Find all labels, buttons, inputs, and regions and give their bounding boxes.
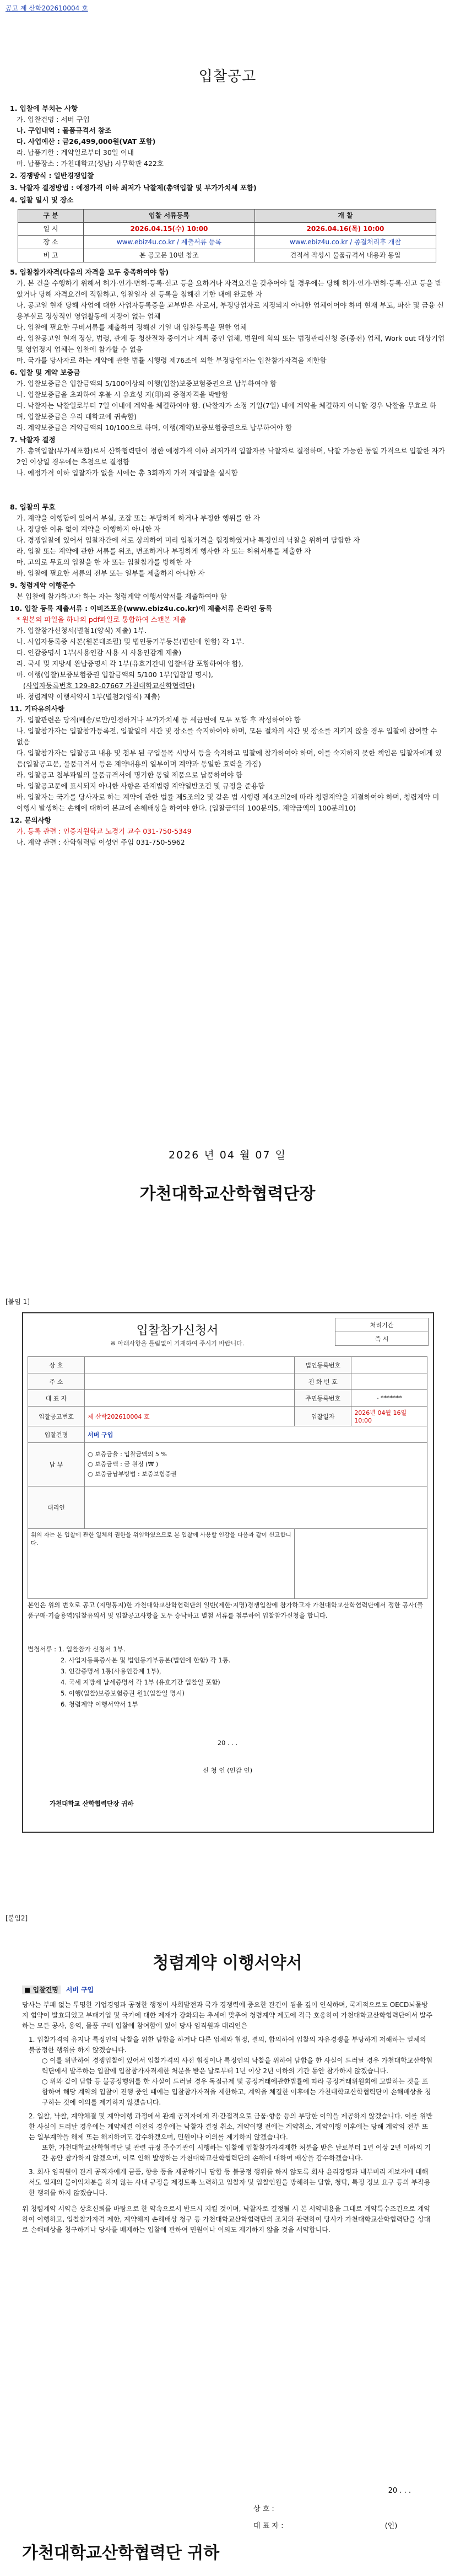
form-title: 입찰참가신청서	[136, 1324, 219, 1338]
notice-date: 2026 년 04 월 07 일	[169, 1149, 286, 1161]
attachment-item: 2. 사업자등록증사본 및 법인등기부등본(법인에 한함) 각 1통.	[61, 1656, 231, 1664]
pledge-body	[22, 1985, 433, 2235]
section-7-item: 나. 예정가격 이하 입찰자가 없을 시에는 총 3회까지 가격 재입찰을 실시함	[17, 469, 238, 477]
section-10-heading: 10. 입찰 등록 제출서류 : 이비즈포유(www.ebiz4u.co.kr)에 제출서류 온라인 등록	[10, 604, 273, 613]
section-8-item: 나. 정당한 이유 없이 계약을 이행하지 아니한 자	[17, 525, 161, 533]
field-label: 대 표 자	[28, 1390, 85, 1407]
pledge-subject-label: ■ 입찰건명	[22, 1985, 61, 1994]
schedule-cell: 장 소	[18, 236, 84, 249]
form-subtitle: ※ 아래사항을 틀림없이 기재하여 주시기 바랍니다.	[110, 1340, 245, 1347]
section-10-note: * 원본의 파일을 하나의 pdf파일로 통합하여 스캔본 제출	[17, 615, 186, 624]
schedule-row	[18, 249, 436, 262]
issuer-name: 가천대학교산학협력단장	[139, 1184, 316, 1204]
section-7-item: 가. 총액입찰(부가세포함)로서 산학협력단이 정한 예정가격 이하 최저가격 입찰자를 낙찰자로 결정하며, 낙찰 가능한 동일 가격으로 입찰한 자가 2인 이상일 경우에는 추첨으로 결정함	[17, 447, 445, 466]
schedule-cell: 2026.04.16(목) 10:00	[254, 223, 436, 236]
seal-cell[interactable]	[28, 1529, 295, 1599]
section-10-item: (사업자등록번호 129-82-07667 가천대학교산학협력단)	[23, 681, 195, 690]
application-form	[22, 1312, 434, 1833]
section-10-item: 다. 인감증명서 1부(사용인감 사용 시 사용인감계 제출)	[17, 648, 182, 657]
pledge-item: 또한, 가천대학교산학협력단 및 관련 규정 준수기관이 시행하는 입찰에 입찰참가자격제한 처분을 받은 날로부터 1년 이상 2년 이하의 기간 동안 참가하지 않겠으며, 이로 인해 발생하는 가천대학교산학협력단의 손해에 대하여 배상을 감수하겠습니다.	[42, 2144, 431, 2162]
section-12-item: 가. 등록 관련 : 인증지원학교 노경기 교수 031-750-5349	[17, 827, 192, 835]
form-recipient: 가천대학교 산학협력단장 귀하	[50, 1800, 134, 1807]
field-value: 서버 구입	[85, 1426, 427, 1443]
field-value[interactable]	[351, 1373, 427, 1390]
attachment-1-label: [붙임 1]	[6, 1298, 30, 1306]
attachment-item: 4. 국세 지방세 납세증명서 각 1부 (유효기간 입찰일 포함)	[61, 1678, 220, 1686]
section-4-heading: 4. 입찰 일시 및 장소	[10, 196, 74, 204]
field-label: 주 소	[28, 1373, 85, 1390]
section-1-heading: 1. 입찰에 부치는 사항	[10, 104, 78, 112]
section-12-item: 나. 계약 관련 : 산학협력팀 이성연 주임 031-750-5962	[17, 838, 185, 846]
section-2-heading: 2. 경쟁방식 : 일반경쟁입찰	[10, 171, 94, 180]
attachment-item: 5. 이행(입찰)보증보험증권 원1(입찰일 명시)	[61, 1689, 185, 1697]
section-11-item: 바. 입찰자는 국가를 당사자로 하는 계약에 관한 법률 제5조의2 및 같은 법 시행령 제4조의2에 따라 청렴계약을 체결하여야 하며, 청렴계약 미이행시 발생하는 손해에 대하여 본교에 손해배상을 하여야 한다. (입찰금액의 100분의5, 계약금액의 100분의10)	[17, 793, 440, 812]
schedule-cell: 견적서 작성시 물품규격서 내용과 동일	[254, 249, 436, 262]
section-10-item: 바. 청렴계약 이행서약서 1부(별첨2(양식) 제출)	[17, 693, 160, 701]
section-1-item: 라. 납품기한 : 계약일로부터 30일 이내	[17, 148, 134, 157]
section-9-heading: 9. 청렴계약 이행준수	[10, 581, 75, 589]
schedule-cell[interactable]: www.ebiz4u.co.kr / 종결처리후 개찰	[254, 236, 436, 249]
page-title: 입찰공고	[198, 68, 257, 85]
representative-row	[28, 1486, 427, 1529]
section-11-item: 나. 입찰참가자는 입찰참가등록전, 입찰일의 시간 및 장소를 숙지하여야 하며, 모든 절차의 시간 및 장소를 지키지 않을 경우 입찰에 참여할 수 없음	[17, 727, 437, 746]
processing-period-box	[335, 1318, 429, 1346]
attachment-item: 6. 청렴계약 이행서약서 1부	[61, 1700, 138, 1708]
representative-label: 대리인	[28, 1486, 85, 1529]
bond-row	[28, 1443, 427, 1486]
pledge-closing: 위 청렴계약 서약은 상호신뢰를 바탕으로 한 약속으로서 반드시 지킬 것이며, 낙찰자로 결정될 시 본 서약내용을 그대로 계약특수조건으로 계약하여 이행하고, 입찰참가자격 제한, 계약해지 손해배상 청구 등 가천대학교산학협력단의 조치와 관련하여 당사가 가천대학교산학협력단을 상대로 손해배상을 청구하거나 당사를 배제하는 입찰에 관하여 민원이나 이의도 제기하지 않을 것을 서약합니다.	[22, 2205, 431, 2234]
schedule-header-row	[18, 210, 436, 223]
section-8-item: 라. 입찰 또는 계약에 관한 서류를 위조, 변조하거나 부정하게 행사한 자 또는 허위서류를 제출한 자	[17, 547, 311, 555]
attachment-item: 3. 인감증명서 1통(사용인감계 1부),	[61, 1667, 161, 1675]
section-6-item: 라. 계약보증금은 계약금액의 10/100으로 하며, 이행(계약)보증보험증권으로 납부하여야 함	[17, 423, 292, 432]
applicant-row	[28, 1390, 427, 1407]
applicant-row	[28, 1407, 427, 1426]
schedule-col-header: 개 찰	[254, 210, 436, 223]
schedule-row	[18, 223, 436, 236]
field-label: 입찰건명	[28, 1426, 85, 1443]
bond-label: 납 부	[28, 1443, 85, 1486]
section-5-heading: 5. 입찰참가자격(다음의 자격을 모두 충족하여야 함)	[10, 268, 169, 276]
field-label: 상 호	[28, 1357, 85, 1373]
section-11-item: 가. 입찰관련은 당직(배송/로만/인정하거나 부가가치세 등 세금변에 모두 포함 후 작성하여야 함	[17, 716, 301, 724]
section-5-item: 마. 국가를 당사자로 하는 계약에 관한 법률 시행령 제76조에 의한 부정당업자는 입찰참가자격을 제한함	[17, 356, 327, 364]
section-9-item: 본 입찰에 참가하고자 하는 자는 청렴계약 이행서약서를 제출하여야 함	[17, 592, 227, 600]
field-value: 2026년 04월 16일 10:00	[351, 1407, 427, 1426]
field-label: 법인등록번호	[295, 1357, 351, 1373]
pledge-text: 본인은 위의 번호로 공고 (지명통지)한 가천대학교산학협력단의 일반(제한·지명)경쟁입찰에 참가하고자 가천대학교산학협력단에서 정한 공사(물품구매·기술용역)입찰유의서 및 입찰공고사항을 모두 승낙하고 별첨 서류를 첨부하여 입찰참가신청을 합니다.	[28, 1601, 424, 1619]
applicant-row	[28, 1373, 427, 1390]
pledge-rep-row	[22, 2520, 433, 2530]
pledge-item: ○ 이를 위반하여 경쟁입찰에 있어서 입찰가격의 사전 협정이나 특정인의 낙찰을 위하여 담합을 한 사실이 드러날 경우 가천대학교산학협력단에서 발주하는 입찰에 입찰참가자격제한 처분을 받은 날로부터 1년 이상 2년 이하의 기간 동안 참가하지 않겠습니다.	[42, 2057, 433, 2075]
pledge-item: 1. 입찰가격의 유지나 특정인의 낙찰을 위한 담합을 하거나 다른 업체와 협정, 결의, 합의하여 입찰의 자유경쟁을 부당하게 저해하는 일체의 불공정한 행위를 하지 않겠습니다.	[29, 2036, 426, 2054]
section-12-heading: 12. 문의사항	[10, 816, 51, 824]
section-3-heading: 3. 낙찰자 결정방법 : 예정가격 이하 최저가 낙찰제(총액입찰 및 부가가치세 포함)	[10, 184, 257, 192]
pledge-title: 청렴계약 이행서약서	[153, 1954, 302, 1973]
pledge-signature	[22, 2487, 433, 2530]
field-label: 전 화 번 호	[295, 1373, 351, 1390]
pledge-company-label: 상 호 :	[253, 2505, 274, 2513]
applicant-row	[28, 1357, 427, 1373]
section-8-item: 마. 고의로 무효의 입찰을 한 자 또는 입찰참가를 방해한 자	[17, 558, 192, 566]
form-signer: 신 청 인 (인감 인)	[202, 1767, 253, 1774]
bond-item: ○ 보증금납부방법 : 보증보험증권	[88, 1471, 177, 1478]
pledge-rep-seal: (인)	[384, 2522, 398, 2530]
section-6-item: 다. 낙찰자는 낙찰일로부터 7일 이내에 계약을 체결하여야 함. (낙찰자가 소정 기일(7일) 내에 계약을 체결하지 아니할 경우 낙찰을 무효로 하며, 입찰보증금은 우리 대학교에 귀속함)	[17, 401, 437, 421]
section-5-item: 가. 본 건을 수행하기 위해서 허가·인가·면허·등록·신고 등을 요하거나 자격요건을 갖추어야 할 경우에는 당해 허가·인가·면허·등록·신고 등을 받았거나 당해 자격요건에 적합하고, 입찰일자 전 등록을 첨해진 기한 내에 완료한 자	[17, 279, 442, 298]
pledge-item: 3. 회사 임직원이 관계 공직자에게 금품, 향응 등을 제공하거나 담합 등 불공정 행위를 하지 않도록 회사 윤리강령과 내부비리 제보자에 대해서도 일체의 불이익처분을 하지 않는 사내 규정을 제정토록 노력하고 입찰자 및 입찰인원을 방해하는 담합, 청탁, 특정 정보 요구 등의 부작용한 행위를 하지 않겠습니다.	[29, 2168, 431, 2197]
pledge-date: 20 . . .	[388, 2487, 411, 2495]
section-6-item: 가. 입찰보증금은 입찰금액의 5/100이상의 이행(입찰)보증보험증권으로 납부하여야 함	[17, 379, 277, 388]
section-5-item: 나. 공고일 현재 당해 사업에 대한 사업자등록증을 교부받은 사로서, 부정당업자로 지정되지 아니한 업체이어야 하며 현재 부도, 파산 및 금융 신용부실로 정상적인 영업활동에 지장이 없는 업체	[17, 301, 444, 320]
section-10-item: 라. 국세 및 지방세 완납증명서 각 1부(유효기간내 입찰마감 포함하여야 함),	[17, 659, 243, 668]
form-date: 20 . . .	[217, 1739, 238, 1747]
seal-row	[28, 1529, 427, 1599]
section-8-item: 가. 계약을 이행함에 있어서 부실, 조잡 또는 부당하게 하거나 부정한 행위를 한 자	[17, 514, 261, 522]
section-1-item: 나. 구입내역 : 물품규격서 참조	[17, 126, 112, 135]
pledge-rep-label: 대 표 자 :	[253, 2522, 284, 2530]
bond-item: ○ 보증금액 : 금 원정 (₩ )	[88, 1461, 159, 1468]
schedule-col-header: 구 분	[18, 210, 84, 223]
processing-period-label: 처리기간	[335, 1318, 429, 1332]
pledge-subject-value: 서버 구입	[66, 1986, 94, 1994]
section-10-item: 가. 입찰참가신청서(별첨1(양식) 제출) 1부.	[17, 626, 147, 635]
field-value[interactable]	[85, 1390, 295, 1407]
notice-number: 공고 제 산학2026​10004 호	[6, 4, 88, 12]
attachments-heading: 별첨서류 : 1. 입찰참가 신청서 1부.	[28, 1645, 126, 1653]
schedule-cell: 일 시	[18, 223, 84, 236]
section-8-item: 바. 입찰에 필요한 서류의 전부 또는 일부를 제출하지 아니한 자	[17, 569, 205, 577]
pledge-item: ○ 위와 같이 담합 등 불공정행위를 한 사실이 드러날 경우 독점규제 및 공정거래에관한법률에 따라 공정거래위원회에 고발하는 것을 포함하여 해당 계약의 입찰이 진행 중인 때에는 입찰참가자격을 제한하고, 계약을 체결한 이후에는 가천대학교산학협력단이 손해배상을 청구하는 것에 이의를 제기하지 않겠습니다.	[42, 2078, 431, 2106]
section-7-heading: 7. 낙찰자 결정	[10, 436, 56, 444]
schedule-cell: 비 고	[18, 249, 84, 262]
bond-details	[85, 1443, 427, 1486]
section-6-item: 나. 입찰보증금을 초과하여 후불 시 유효성 지(印)의 중점자격을 박탈함	[17, 390, 229, 399]
processing-period-value: 즉 시	[335, 1332, 429, 1346]
section-11-heading: 11. 기타유의사항	[10, 705, 64, 713]
section-10-item: 나. 사업자등록증 사본(원본대조필) 및 법인등기부등본(법인에 한함) 각 1부.	[17, 637, 245, 646]
section-8-item: 다. 경쟁입찰에 있어서 입찰자간에 서로 상의하여 미리 입찰가격을 협정하였거나 특정인의 낙찰을 위하여 담합한 자	[17, 536, 360, 544]
section-11-item: 마. 입찰공고문에 표시되지 아니한 사항은 관계법령 계약일반조건 및 규정을 준용함	[17, 782, 265, 790]
bond-item: ○ 보증금율 : 입찰금액의 5 %	[88, 1451, 167, 1458]
notice-body	[10, 102, 445, 848]
section-11-item: 다. 입찰참가자는 입찰공고 내용 및 첨부 된 구입물목 시방서 등을 숙지하고 입찰에 참가하여야 하며, 이를 숙지하지 못한 책임은 입찰자에게 있음(입찰공고문, 물품규격서 등은 계약내용의 일부이며 계약과 동일한 효력을 가짐)	[17, 749, 442, 768]
seal-cell[interactable]	[295, 1529, 427, 1599]
field-value[interactable]: - *******	[351, 1390, 427, 1407]
section-11-item: 라. 입찰공고 첨부파일의 물품규격서에 명기한 동일 제품으로 납품하여야 함	[17, 771, 243, 779]
section-1-item: 다. 사업예산 : 금26,499,000원(VAT 포함)	[17, 137, 156, 146]
attachment-2-label: [붙임2]	[6, 1914, 28, 1922]
section-5-item: 다. 입찰에 필요한 구비서류를 제출하여 정해진 기일 내 입찰등록을 필한 업체	[17, 323, 247, 331]
field-label: 입찰공고번호	[28, 1407, 85, 1426]
representative-value[interactable]	[85, 1486, 427, 1529]
substitute-text: 위의 자는 본 입찰에 관한 일체의 권한을 위임하였으므로 본 입찰에 사용할 인감을 다음과 같이 신고합니다.	[31, 1532, 291, 1547]
field-label: 입찰일자	[295, 1407, 351, 1426]
pledge-subject	[22, 1985, 433, 1995]
schedule-cell: 본 공고문 10번 참조	[84, 249, 255, 262]
schedule-cell: 2026.04.15(수) 10:00	[84, 223, 255, 236]
section-1-item: 가. 입찰건명 : 서버 구입	[17, 115, 90, 124]
section-1-item: 마. 납품장소 : 가천대학교(성남) 사무학관 422호	[17, 159, 164, 168]
schedule-cell[interactable]: www.ebiz4u.co.kr / 제출서류 등록	[84, 236, 255, 249]
pledge-item: 2. 입찰, 낙찰, 계약체결 및 계약이행 과정에서 관계 공직자에게 직·간접적으로 금품·향응 등의 부당한 이익을 제공하지 않겠습니다. 이를 위반한 사실이 드러날 경우에는 계약체결 이전의 경우에는 낙찰자 결정 취소, 계약이행 전에는 계약취소, 계약이행 이후에는 당해 계약의 전부 또는 일부계약을 해제 또는 해지하여도 감수하겠으며, 민원이나 이의를 제기하지 않겠습니다.	[29, 2112, 432, 2141]
field-value: 제 산학2026​10004 호	[85, 1407, 295, 1426]
pledge-intro: 당사는 부패 없는 투명한 기업경영과 공정한 행정이 사회발전과 국가 경쟁력에 중요한 관건이 됨을 깊이 인식하며, 국제적으로도 OECD뇌물방지 협약이 발효되었고 부패기업 및 국가에 대한 제재가 강화되는 추세에 맞추어 청렴계약 제도에 적극 호응하여 가천대학교산학협력단에서 발주하는 모든 공사, 용역, 물품 구매 입찰에 참여함에 있어 당사 임직원과 대리인은	[22, 2001, 432, 2030]
applicant-row	[28, 1426, 427, 1443]
schedule-row	[18, 236, 436, 249]
field-value[interactable]	[85, 1373, 295, 1390]
field-value[interactable]	[351, 1357, 427, 1373]
section-5-item: 라. 입찰공고일 현재 정상, 법령, 관계 등 청산절차 중이거나 계획 중인 업체, 법원에 회의 또는 법정관리신청 중(종전) 업체, Work out 대상기업 및 영업정지 업체는 입찰에 참가할 수 없음	[17, 334, 445, 353]
section-8-heading: 8. 입찰의 무효	[10, 503, 56, 511]
applicant-table	[28, 1356, 427, 1599]
section-10-item: 마. 이행(입찰)보증보험증권 입찰금액의 5/100 1부(입찰일 명시),	[17, 670, 213, 679]
field-value[interactable]	[85, 1357, 295, 1373]
schedule-col-header: 입찰 서류등록	[84, 210, 255, 223]
section-6-heading: 6. 입찰 및 계약 보증금	[10, 368, 80, 377]
pledge-recipient: 가천대학교산학협력단 귀하	[22, 2543, 220, 2563]
schedule-table	[18, 209, 436, 262]
field-label: 주민등록번호	[295, 1390, 351, 1407]
